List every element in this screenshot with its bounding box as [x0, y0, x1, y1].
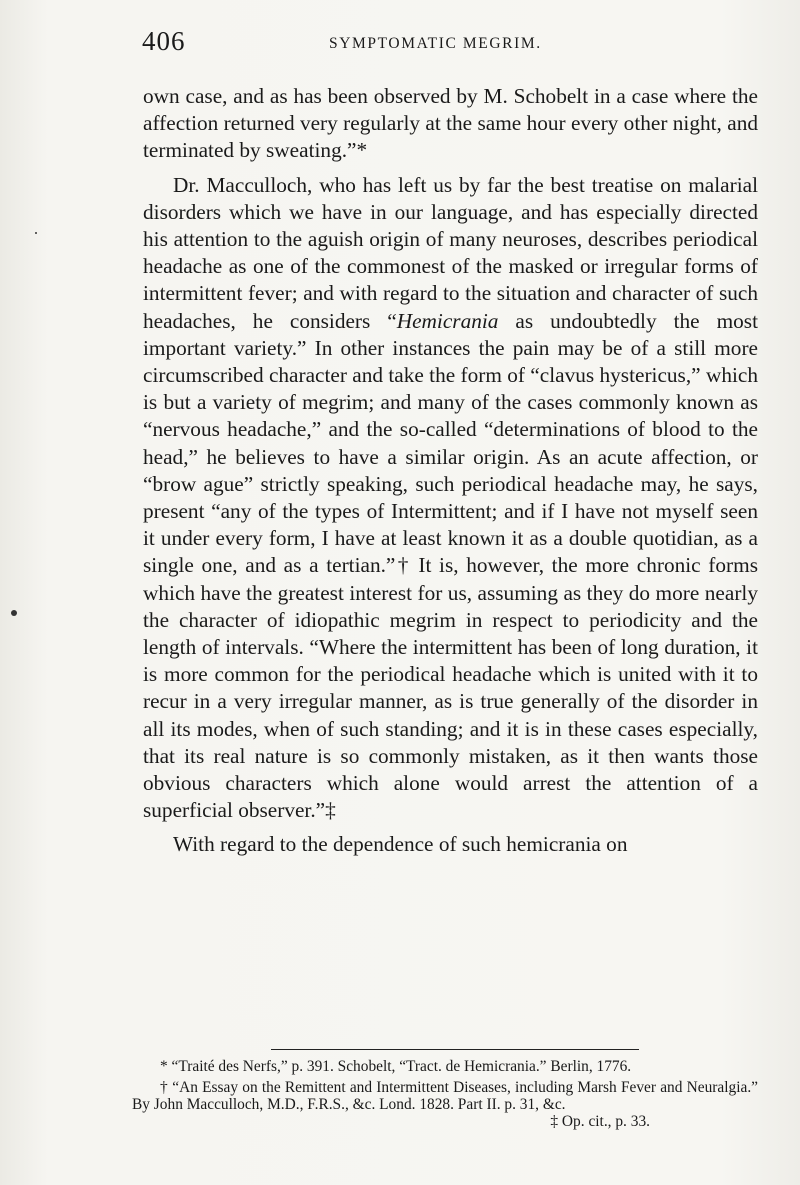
body-text: [143, 83, 758, 859]
paragraph-3: With regard to the dependence of such hemicrania on: [173, 832, 628, 857]
italic-term-hemicrania: Hemicrania: [396, 308, 499, 333]
footnotes: [132, 1058, 758, 1134]
footnote-3: ‡ Op. cit., p. 33.: [550, 1113, 650, 1130]
ink-speck: [11, 610, 17, 616]
page-number: 406: [142, 26, 186, 56]
footnote-rule: [271, 1049, 639, 1050]
footnote-1: * “Traité des Nerfs,” p. 391. Schobelt, “Tract. de Hemicrania.” Berlin, 1776.: [160, 1058, 632, 1075]
paragraph-2-part-b: as undoubtedly the most important variety.” In other instances the pain may be of a still more circumscribed character and take the form of “clavus hystericus,” which is but a variety of megrim; and many of the cases commonly known as “nervous headache,” and the so-called “determinations of blood to the head,” he believes to have a similar origin. As an acute affection, or “brow ague” strictly speaking, such periodical headache may, he says, present “any of the types of Intermittent; and if I have not myself seen it under every form, I have at least known it as a double quotidian, as a single one, and as a tertian.”† It is, however, the more chronic forms which have the greatest interest for us, assuming as they do more nearly the character of idiopathic megrim in respect to periodicity and the length of intervals. “Where the intermittent has been of long duration, it is more common for the periodical headache which is united with it to recur in a very irregular manner, as is true generally of the disorder in all its modes, when of such standing; and it is in these cases especially, that its real nature is so commonly mistaken, as it then wants those obvious characters which alone would arrest the attention of a superficial observer.”‡: [143, 308, 758, 823]
page-header: [142, 26, 762, 62]
running-head: SYMPTOMATIC MEGRIM.: [329, 35, 542, 52]
paragraph-1: own case, and as has been observed by M. Schobelt in a case where the affection returned very regularly at the same hour every other night, and terminated by sweating.”*: [143, 84, 758, 163]
paragraph-2-part-a: Dr. Macculloch, who has left us by far the best treatise on malarial disorders which we have in our language, and has especially directed his attention to the aguish origin of many neuroses, describes periodical headache as one of the commonest of the masked or irregular forms of intermittent fever; and with regard to the situation and character of such headaches, he considers “: [143, 172, 758, 333]
paragraph-2: [143, 172, 758, 825]
ink-speck: [35, 232, 37, 234]
footnote-2: † “An Essay on the Remittent and Intermittent Diseases, including Marsh Fever and Neuralgia.” By John Macculloch, M.D., F.R.S., &c. Lond. 1828. Part II. p. 31, &c.: [132, 1079, 758, 1113]
